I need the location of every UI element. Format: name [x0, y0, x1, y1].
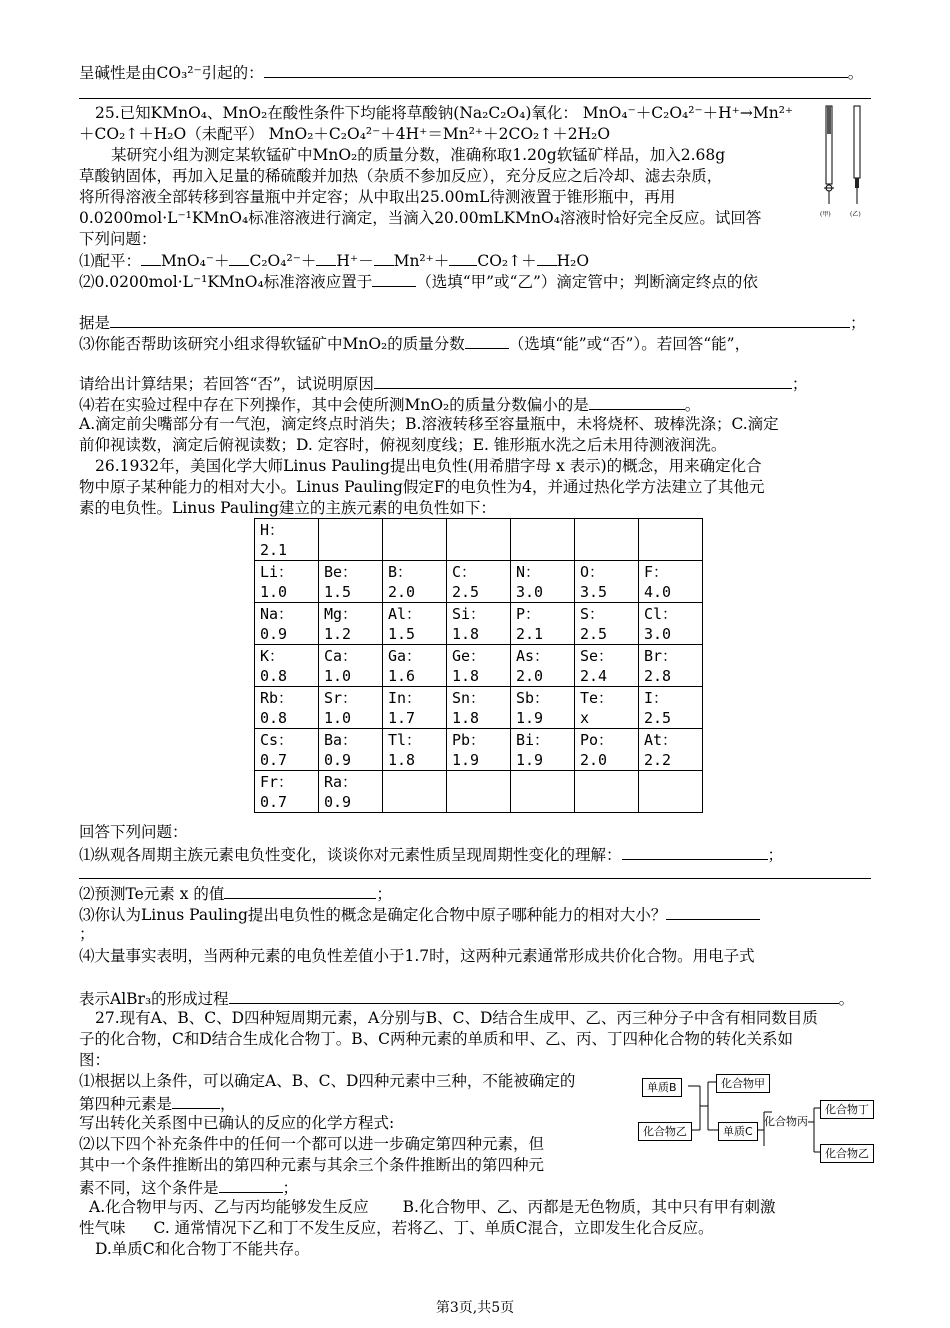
element-symbol: Se：	[580, 647, 614, 665]
electronegativity-value: 1.5	[388, 625, 416, 643]
q26-part-3: ⑶你认为Linus Pauling提出电负性的概念是确定化合物中原子哪种能力的相对大小？	[79, 903, 760, 926]
table-cell	[639, 645, 703, 687]
element-symbol: Mg：	[324, 605, 358, 623]
element-symbol: Ca：	[324, 647, 358, 665]
element-symbol: In：	[388, 689, 422, 707]
table-row	[255, 771, 703, 813]
table-cell	[447, 771, 511, 813]
node-element-b: 单质B	[642, 1078, 682, 1097]
fig-label-b: (乙)	[850, 211, 861, 218]
electronegativity-value: 0.9	[260, 625, 288, 643]
table-cell	[575, 729, 639, 771]
table-cell	[255, 519, 319, 561]
table-cell	[255, 561, 319, 603]
table-cell	[255, 603, 319, 645]
q27-line-3: 图：	[79, 1051, 111, 1069]
electronegativity-value: 1.6	[388, 667, 416, 685]
table-cell	[319, 687, 383, 729]
element-symbol: H：	[260, 521, 285, 539]
table-cell	[575, 645, 639, 687]
electronegativity-table	[254, 518, 703, 813]
element-symbol: Ga：	[388, 647, 422, 665]
q25-part-3b: 请给出计算结果；若回答“否”，试说明原因 ；	[79, 372, 807, 395]
element-symbol: Tl：	[388, 731, 422, 749]
element-symbol: Si：	[452, 605, 486, 623]
answer-line	[79, 878, 871, 879]
answer-blank[interactable]	[172, 1092, 220, 1109]
element-symbol: Fr：	[260, 773, 294, 791]
table-row	[255, 603, 703, 645]
element-symbol: F：	[644, 563, 669, 581]
table-cell	[447, 561, 511, 603]
table-cell	[447, 687, 511, 729]
table-cell	[383, 561, 447, 603]
answer-blank[interactable]	[110, 311, 850, 328]
q25-part-1: ⑴配平： MnO₄⁻＋ C₂O₄²⁻＋ H⁺－ Mn²⁺＋ CO₂↑＋ H₂O	[79, 249, 589, 272]
element-symbol: Al：	[388, 605, 422, 623]
q25-part-2b: 据是 ；	[79, 311, 866, 334]
q27-part-1: ⑴根据以上条件，可以确定A、B、C、D四种元素中三种，不能被确定的	[79, 1072, 576, 1090]
top-line-text: 呈碱性是由CO₃²⁻引起的：	[79, 64, 264, 82]
q25-line-7: 下列问题：	[79, 230, 157, 248]
table-row	[255, 561, 703, 603]
electronegativity-value: 1.9	[516, 709, 544, 727]
q25-part-3: ⑶你能否帮助该研究小组求得软锰矿中MnO₂的质量分数 （选填“能”或“否”）。若回答“能”，	[79, 332, 750, 355]
top-line: 呈碱性是由CO₃²⁻引起的： 。	[79, 61, 863, 84]
electronegativity-value: 1.5	[324, 583, 352, 601]
element-symbol: Rb：	[260, 689, 294, 707]
table-cell	[511, 519, 575, 561]
table-row	[255, 645, 703, 687]
table-cell	[511, 603, 575, 645]
answer-blank[interactable]	[224, 882, 376, 899]
electronegativity-value: 1.9	[516, 751, 544, 769]
answer-blank[interactable]	[264, 61, 848, 78]
table-cell	[383, 687, 447, 729]
node-compound-ding: 化合物丁	[820, 1100, 874, 1119]
q27-part-1b: 第四种元素是 ，	[79, 1092, 236, 1115]
element-symbol: Te：	[580, 689, 614, 707]
answer-blank[interactable]	[374, 372, 792, 389]
electronegativity-value: 0.9	[324, 793, 352, 811]
electronegativity-value: 2.1	[260, 541, 288, 559]
electronegativity-value: 2.5	[580, 625, 608, 643]
electronegativity-value: 0.7	[260, 751, 288, 769]
element-symbol: Ba：	[324, 731, 358, 749]
table-cell	[383, 771, 447, 813]
q25-line-2: ＋CO₂↑＋H₂O（未配平） MnO₂＋C₂O₄²⁻＋4H⁺＝Mn²⁺＋2CO₂↑＋2H₂O	[79, 125, 611, 143]
element-symbol: As：	[516, 647, 550, 665]
element-symbol: Li：	[260, 563, 294, 581]
electronegativity-value: 3.0	[644, 625, 672, 643]
coef-blank-6[interactable]	[537, 249, 557, 266]
answer-blank[interactable]	[219, 1176, 283, 1193]
electronegativity-value: 1.8	[452, 625, 480, 643]
element-symbol: Sr：	[324, 689, 358, 707]
coef-blank-4[interactable]	[374, 249, 394, 266]
element-symbol: Ge：	[452, 647, 486, 665]
q26-line-2: 物中原子某种能力的相对大小。Linus Pauling假定F的电负性为4，并通过热化学方法建立了其他元	[79, 478, 765, 496]
table-row	[255, 519, 703, 561]
table-cell	[319, 771, 383, 813]
element-symbol: N：	[516, 563, 541, 581]
electronegativity-value: 2.2	[644, 751, 672, 769]
electronegativity-value: 1.0	[324, 667, 352, 685]
table-cell	[639, 771, 703, 813]
table-cell	[511, 771, 575, 813]
coef-blank-5[interactable]	[449, 249, 477, 266]
element-symbol: O：	[580, 563, 605, 581]
electronegativity-value: 1.9	[452, 751, 480, 769]
q26-part-1: ⑴纵观各周期主族元素电负性变化，谈谈你对元素性质呈现周期性变化的理解： ；	[79, 843, 783, 866]
table-cell	[447, 729, 511, 771]
coef-blank-3[interactable]	[316, 249, 336, 266]
electronegativity-value: 2.0	[388, 583, 416, 601]
element-symbol: Na：	[260, 605, 294, 623]
electronegativity-value: 0.9	[324, 751, 352, 769]
q27-part-2: ⑵以下四个补充条件中的任何一个都可以进一步确定第四种元素，但	[79, 1135, 545, 1153]
divider	[79, 98, 871, 99]
q27-options-1: A.化合物甲与丙、乙与丙均能够发生反应 B.化合物甲、乙、丙都是无色物质，其中只有甲有刺激	[89, 1198, 776, 1216]
electronegativity-value: 4.0	[644, 583, 672, 601]
electronegativity-value: 1.0	[260, 583, 288, 601]
table-cell	[255, 687, 319, 729]
table-cell	[639, 561, 703, 603]
element-symbol: Be：	[324, 563, 358, 581]
q27-line-1: 27.现有A、B、C、D四种短周期元素，A分别与B、C、D结合生成甲、乙、丙三种分子中含有相同数目质	[95, 1009, 818, 1027]
table-cell	[639, 519, 703, 561]
table-row	[255, 729, 703, 771]
table-cell	[319, 519, 383, 561]
q26-part-2: ⑵预测Te元素 x 的值 ；	[79, 882, 392, 905]
table-cell	[383, 645, 447, 687]
table-cell	[255, 645, 319, 687]
q26-line-3: 素的电负性。Linus Pauling建立的主族元素的电负性如下：	[79, 499, 496, 517]
table-cell	[447, 519, 511, 561]
table-cell	[383, 729, 447, 771]
element-symbol: Br：	[644, 647, 678, 665]
node-element-c: 单质C	[718, 1122, 758, 1141]
node-compound-jia: 化合物甲	[716, 1074, 770, 1093]
table-cell	[319, 645, 383, 687]
element-symbol: Pb：	[452, 731, 486, 749]
electronegativity-value: 1.2	[324, 625, 352, 643]
answer-blank[interactable]	[589, 393, 685, 410]
q25-line-3: 某研究小组为测定某软锰矿中MnO₂的质量分数，准确称取1.20g软锰矿样品，加入2.68g	[111, 146, 726, 164]
electronegativity-value: 2.4	[580, 667, 608, 685]
table-cell	[575, 561, 639, 603]
table-cell	[639, 687, 703, 729]
table-row	[255, 687, 703, 729]
q25-line-1: 25.已知KMnO₄、MnO₂在酸性条件下均能将草酸钠(Na₂C₂O₄)氧化： MnO₄⁻＋C₂O₄²⁻＋H⁺→Mn²⁺	[95, 104, 794, 122]
q27-part-2c: 素不同，这个条件是 ；	[79, 1176, 298, 1199]
electronegativity-value: 2.0	[516, 667, 544, 685]
table-cell	[255, 729, 319, 771]
element-symbol: Sb：	[516, 689, 550, 707]
q26-answer-heading: 回答下列问题：	[79, 823, 188, 841]
page-footer: 第3页,共5页	[435, 1300, 515, 1316]
electronegativity-value: 2.1	[516, 625, 544, 643]
electronegativity-value: 0.8	[260, 709, 288, 727]
element-symbol: Bi：	[516, 731, 550, 749]
element-symbol: B：	[388, 563, 413, 581]
element-symbol: P：	[516, 605, 541, 623]
q27-line-2: 子的化合物，C和D结合生成化合物丁。B、C两种元素的单质和甲、乙、丙、丁四种化合物的转化关系如	[79, 1030, 794, 1048]
electronegativity-value: 1.0	[324, 709, 352, 727]
table-cell	[511, 645, 575, 687]
electronegativity-value: 0.7	[260, 793, 288, 811]
element-symbol: C：	[452, 563, 477, 581]
element-symbol: I：	[644, 689, 669, 707]
coef-blank-2[interactable]	[229, 249, 249, 266]
element-symbol: At：	[644, 731, 678, 749]
answer-blank[interactable]	[372, 270, 416, 287]
element-symbol: Ra：	[324, 773, 358, 791]
electronegativity-value: 3.5	[580, 583, 608, 601]
element-symbol: K：	[260, 647, 285, 665]
coef-blank-1[interactable]	[141, 249, 161, 266]
table-cell	[383, 603, 447, 645]
node-compound-yi-2: 化合物乙	[820, 1144, 874, 1163]
electronegativity-value: 1.8	[388, 751, 416, 769]
table-cell	[511, 687, 575, 729]
electronegativity-value: 1.8	[452, 709, 480, 727]
conversion-diagram	[638, 1072, 878, 1172]
node-compound-bing: 化合物丙	[764, 1115, 808, 1128]
q25-options-2: 前仰视读数，滴定后俯视读数；D. 定容时，俯视刻度线；E. 锥形瓶水洗之后未用待测液润洗。	[79, 436, 727, 454]
q26-part-4: ⑷大量事实表明，当两种元素的电负性差值小于1.7时，这两种元素通常形成共价化合物。用电子式	[79, 947, 755, 965]
q26-part-4b: 表示AlBr₃的形成过程 。	[79, 987, 854, 1010]
electronegativity-value: 2.5	[452, 583, 480, 601]
table-cell	[447, 603, 511, 645]
electronegativity-value: 0.8	[260, 667, 288, 685]
electronegativity-value: 2.5	[644, 709, 672, 727]
burette-figure	[818, 104, 870, 222]
q27-options-2: 性气味 C. 通常情况下乙和丁不发生反应，若将乙、丁、单质C混合，立即发生化合反应。	[79, 1219, 714, 1237]
q25-part-2: ⑵0.0200mol·L⁻¹KMnO₄标准溶液应置于 （选填“甲”或“乙”）滴定管中；判断滴定终点的依	[79, 270, 758, 293]
element-symbol: Cl：	[644, 605, 678, 623]
element-symbol: Cs：	[260, 731, 294, 749]
answer-blank[interactable]	[465, 332, 509, 349]
electronegativity-value: 1.8	[452, 667, 480, 685]
answer-blank[interactable]	[229, 987, 839, 1004]
table-cell	[319, 561, 383, 603]
electronegativity-value: 2.8	[644, 667, 672, 685]
q25-line-5: 将所得溶液全部转移到容量瓶中并定容；从中取出25.00mL待测液置于锥形瓶中，再用	[79, 188, 676, 206]
q27-options-3: D.单质C和化合物丁不能共存。	[95, 1240, 310, 1258]
table-cell	[319, 729, 383, 771]
table-cell	[511, 729, 575, 771]
electronegativity-value: 2.0	[580, 751, 608, 769]
q25-part-4: ⑷若在实验过程中存在下列操作，其中会使所测MnO₂的质量分数偏小的是 。	[79, 393, 700, 416]
electronegativity-value: 3.0	[516, 583, 544, 601]
q26-line-1: 26.1932年，美国化学大师Linus Pauling提出电负性(用希腊字母 x 表示)的概念，用来确定化合	[95, 457, 762, 475]
q25-options-1: A.滴定前尖嘴部分有一气泡，滴定终点时消失；B.溶液转移至容量瓶中，未将烧杯、玻棒洗涤；C.滴定	[79, 415, 779, 433]
element-symbol: Po：	[580, 731, 614, 749]
table-cell	[255, 771, 319, 813]
electronegativity-value: x	[580, 709, 590, 727]
table-cell	[575, 519, 639, 561]
element-symbol: Sn：	[452, 689, 486, 707]
answer-blank[interactable]	[622, 843, 768, 860]
fig-label-a: (甲)	[820, 211, 831, 218]
table-cell	[575, 771, 639, 813]
answer-blank[interactable]	[666, 903, 760, 920]
table-cell	[575, 687, 639, 729]
table-cell	[447, 645, 511, 687]
table-cell	[639, 603, 703, 645]
node-compound-yi: 化合物乙	[638, 1122, 692, 1141]
element-symbol: S：	[580, 605, 605, 623]
table-cell	[511, 561, 575, 603]
table-cell	[575, 603, 639, 645]
table-cell	[319, 603, 383, 645]
electronegativity-value: 1.7	[388, 709, 416, 727]
q25-line-6: 0.0200mol·L⁻¹KMnO₄标准溶液进行滴定，当滴入20.00mLKMnO₄溶液时恰好完全反应。试回答	[79, 209, 762, 227]
q25-line-4: 草酸钠固体，再加入足量的稀硫酸并加热（杂质不参加反应），充分反应之后冷却、滤去杂质，	[79, 167, 723, 185]
table-cell	[383, 519, 447, 561]
table-cell	[639, 729, 703, 771]
